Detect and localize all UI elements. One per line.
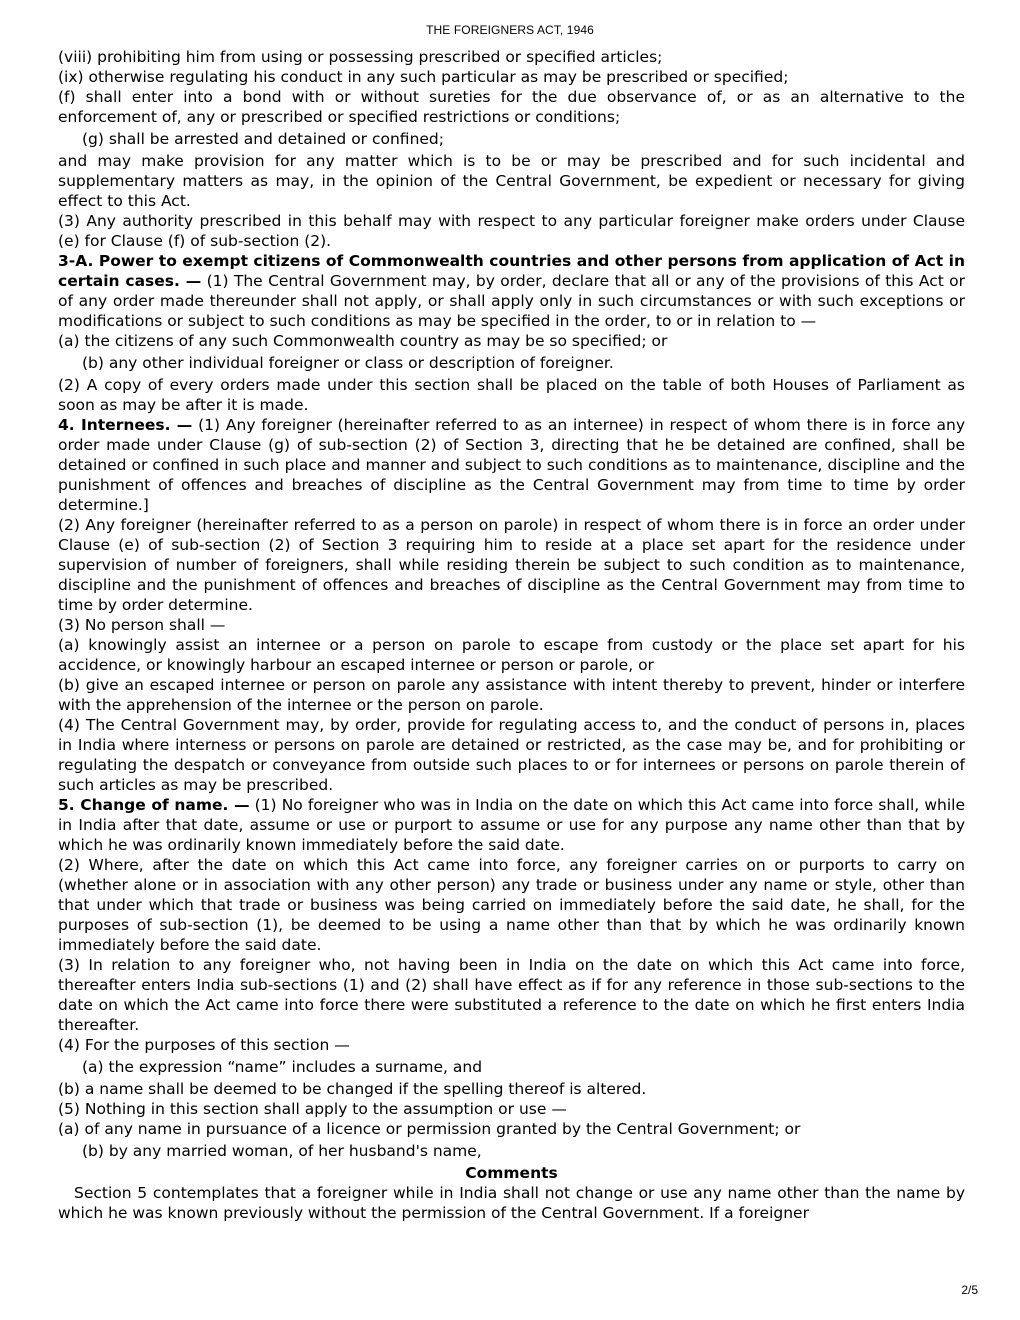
page-number: 2/5 [961,1283,978,1297]
paragraph-provision: and may make provision for any matter which is to be or may be prescribed and for such incidental and supplementary matters as may, in the opinion of the Central Government, be expedient or necessary for giving effect to this Act. [58,152,965,210]
section-3a-text: (1) The Central Government may, by order, declare that all or any of the provisions of this Act or of any order made thereunder shall not apply, or shall apply only in such circumstances or with such exceptions or modifications or subject to such conditions as may be specified in the order, to or in relation to — [58,272,966,330]
section-4-text: (1) Any foreigner (hereinafter referred to as an internee) in respect of whom there is in force any order made under Clause (g) of sub-section (2) of Section 3, directing that he be detained are confined, shall be detained or confined in such place and manner and subject to such conditions as to maintenance, discipline and the punishment of offences and breaches of discipline as the Central Government may from time to time by order determine.] [58,416,965,514]
paragraph-4-3-b: (b) give an escaped internee or person on parole any assistance with intent thereby to prevent, hinder or interfere with the apprehension of the internee or the person on parole. [58,676,965,714]
page-header: THE FOREIGNERS ACT, 1946 [426,23,594,37]
document-body [58,47,965,1223]
paragraph-3a-a: (a) the citizens of any such Commonwealth country as may be so specified; or [58,332,668,350]
paragraph-4-2: (2) Any foreigner (hereinafter referred to as a person on parole) in respect of whom there is in force an order under Clause (e) of sub-section (2) of Section 3 requiring him to reside at a place set apart for the residence under supervision of number of foreigners, shall while residing therein be subject to such condition as to maintenance, discipline and the punishment of offences and breaches of discipline as the Central Government may from time to time by order determine. [58,516,965,614]
section-5 [58,795,965,855]
paragraph-5-3: (3) In relation to any foreigner who, not having been in India on the date on which this Act came into force, thereafter enters India sub-sections (1) and (2) shall have effect as if for any reference in those sub-sections to the date on which the Act came into force there were substituted a reference to the date on which he first enters India thereafter. [58,956,965,1034]
section-3a-heading: 3-A. Power to exempt citizens of Commonwealth countries and other persons from application of Act in certain cases. — [58,252,965,290]
paragraph-4-3-a: (a) knowingly assist an internee or a person on parole to escape from custody or the place set apart for his accidence, or knowingly harbour an escaped internee or person or parole, or [58,636,965,674]
paragraph-3a-2: (2) A copy of every orders made under this section shall be placed on the table of both Houses of Parliament as soon as may be after it is made. [58,376,965,414]
paragraph-g: (g) shall be arrested and detained or confined; [82,130,444,148]
section-3a [58,251,965,331]
paragraph-5-5-b: (b) by any married woman, of her husband's name, [82,1142,482,1160]
paragraph-3-authority: (3) Any authority prescribed in this behalf may with respect to any particular foreigner make orders under Clause (e) for Clause (f) of sub-section (2). [58,212,965,250]
paragraph-3a-b: (b) any other individual foreigner or class or description of foreigner. [82,354,614,372]
paragraph-5-4: (4) For the purposes of this section — [58,1036,350,1054]
paragraph-5-5-a: (a) of any name in pursuance of a licence or permission granted by the Central Government; or [58,1120,801,1138]
paragraph-5-4-a: (a) the expression “name” includes a surname, and [82,1058,483,1076]
paragraph-viii: (viii) prohibiting him from using or possessing prescribed or specified articles; [58,48,663,66]
paragraph-5-5: (5) Nothing in this section shall apply to the assumption or use — [58,1100,567,1118]
section-4-heading: 4. Internees. — [58,416,193,434]
paragraph-4-3: (3) No person shall — [58,616,226,634]
paragraph-5-4-b: (b) a name shall be deemed to be changed if the spelling thereof is altered. [58,1080,647,1098]
comments-text: Section 5 contemplates that a foreigner while in India shall not change or use any name other than the name by which he was known previously without the permission of the Central Government. If a foreigner [58,1184,965,1222]
paragraph-f: (f) shall enter into a bond with or without sureties for the due observance of, or as an alternative to the enforcement of, any or prescribed or specified restrictions or conditions; [58,88,965,126]
comments-heading: Comments [465,1164,558,1182]
section-5-text: (1) No foreigner who was in India on the date on which this Act came into force shall, while in India after that date, assume or use or purport to assume or use for any purpose any name other than that by which he was ordinarily known immediately before the said date. [58,796,965,854]
paragraph-4-4: (4) The Central Government may, by order, provide for regulating access to, and the conduct of persons in, places in India where interness or persons on parole are detained or restricted, as the case may be, and for prohibiting or regulating the despatch or conveyance from outside such places to or for internees or persons on parole therein of such articles as may be prescribed. [58,716,965,794]
paragraph-ix: (ix) otherwise regulating his conduct in any such particular as may be prescribed or specified; [58,68,789,86]
section-5-heading: 5. Change of name. — [58,796,250,814]
section-4 [58,415,965,515]
paragraph-5-2: (2) Where, after the date on which this Act came into force, any foreigner carries on or purports to carry on (whether alone or in association with any other person) any trade or business under any name or style, other than that under which that trade or business was being carried on immediately before the said date, he shall, for the purposes of sub-section (1), be deemed to be using a name other than that by which he was ordinarily known immediately before the said date. [58,856,965,954]
